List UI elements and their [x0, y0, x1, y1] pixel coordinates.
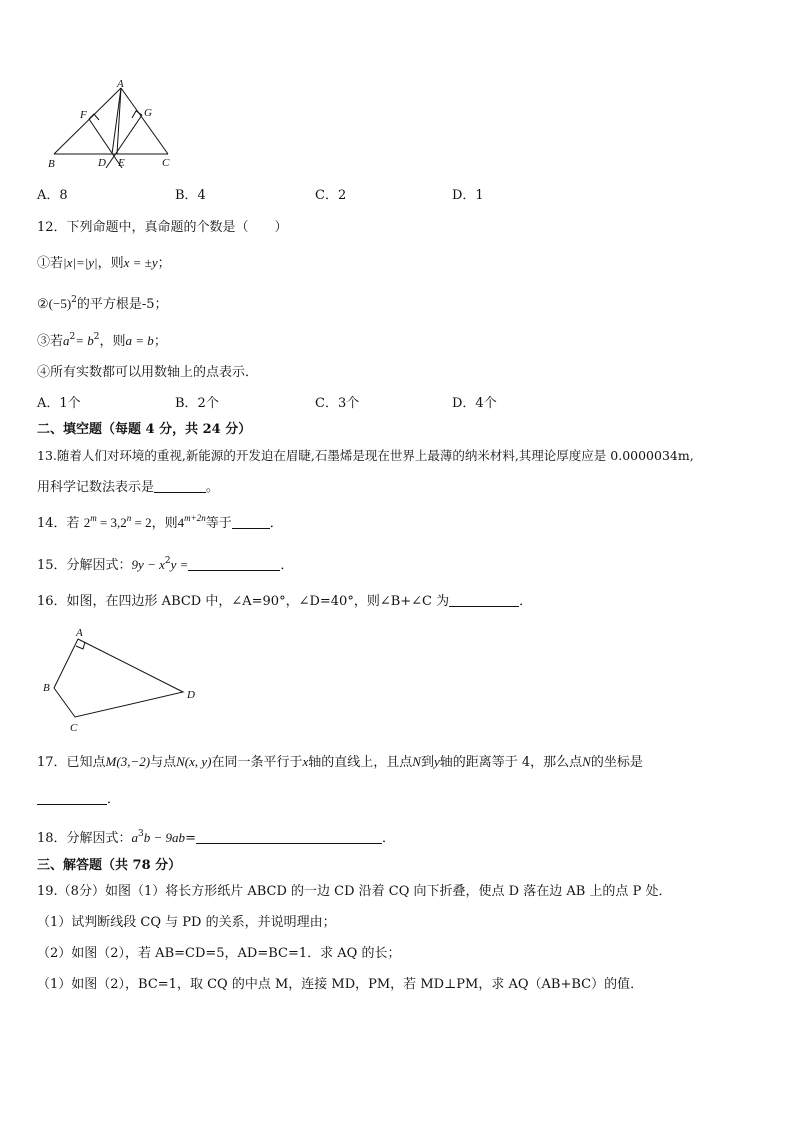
q14-prefix: 14．若	[37, 516, 84, 531]
q14-end: ．	[269, 516, 283, 531]
q15-answer-blank	[188, 557, 280, 571]
quadrilateral-figure	[38, 624, 208, 736]
q15-expr-a: 9y − x	[131, 557, 165, 572]
triangle-figure	[40, 78, 190, 173]
q11-option-a: A．8	[37, 188, 68, 203]
segment-ad	[112, 88, 121, 154]
q18-answer-blank	[196, 830, 382, 844]
fig2-label-d: D	[187, 689, 195, 701]
fig2-label-b: B	[43, 682, 50, 694]
q12-s1-end: ；	[157, 256, 171, 271]
q14-exp-n: n	[126, 513, 132, 523]
q18-end: ．	[381, 831, 395, 846]
q13-line-2	[37, 479, 219, 497]
q12-stem: 12．下列命题中，真命题的个数是（ ）	[37, 220, 288, 235]
q17-line-1	[37, 753, 643, 772]
q18-line	[37, 829, 395, 848]
q18-equals: =	[185, 831, 196, 846]
q17-n-2: N	[582, 754, 591, 769]
q12-s1-prefix: ①若	[37, 256, 64, 271]
edge-ab	[54, 88, 121, 154]
q18-a: a	[131, 830, 139, 845]
q17-coord: 的坐标是	[590, 755, 643, 770]
q19-line-1: 19.（8分）如图（1）将长方形纸片 ABCD 的一边 CD 沿着 CQ 向下折叠，使点 D 落在边 AB 上的点 P 处．	[37, 884, 672, 899]
q14-base-4: 4	[177, 515, 185, 530]
q17-end: ．	[107, 792, 121, 807]
q14-answer-blank	[232, 515, 270, 529]
q14-equals: 等于	[205, 516, 232, 531]
q12-s3-equals-b: = b	[75, 333, 94, 348]
edge-ac	[121, 88, 168, 154]
q18-expr: b − 9ab	[143, 830, 186, 845]
q13-end: 。	[206, 480, 220, 495]
q14-exp-m: m	[90, 513, 97, 523]
q16-answer-blank	[449, 593, 519, 607]
q12-statement-2	[37, 295, 168, 314]
q18-exp: 3	[138, 829, 144, 839]
q18-prefix: 18．分解因式：	[37, 831, 132, 846]
q12-option-b: B．2个	[175, 396, 219, 411]
q17-prefix: 17．已知点	[37, 755, 106, 770]
q15-expr-b: y =	[170, 557, 189, 572]
quadrilateral-abcd	[54, 639, 183, 717]
q17-answer-blank	[37, 791, 107, 805]
label-b: B	[48, 158, 55, 170]
q12-s2-prefix: ②	[37, 297, 49, 312]
q19-line-4: （1）如图（2），BC=1，取 CQ 的中点 M，连接 MD，PM，若 MD⊥PM，求 AQ（AB+BC）的值．	[37, 977, 644, 992]
q12-option-a: A．1个	[37, 396, 81, 411]
q17-distance: 轴的距离等于 4，那么点	[439, 755, 583, 770]
q15-prefix: 15．分解因式：	[37, 558, 132, 573]
q15-end: ．	[280, 558, 294, 573]
label-f: F	[80, 109, 87, 121]
q17-line-text: 轴的直线上，且点	[308, 755, 413, 770]
q13-line-1: 13.随着人们对环境的重视,新能源的开发迫在眉睫,石墨烯是现在世界上最薄的纳米材料,其理论厚度应是 0.0000034m,	[37, 448, 694, 463]
section-2-heading: 二、填空题（每题 4 分，共 24 分）	[37, 422, 252, 437]
q12-statement-4: ④所有实数都可以用数轴上的点表示．	[37, 365, 259, 380]
q14-exp-m2n: m+2n	[184, 513, 206, 523]
q16-text: 16．如图，在四边形 ABCD 中，∠A=90°，∠D=40°，则∠B+∠C 为	[37, 594, 450, 609]
q17-parallel: 在同一条平行于	[211, 755, 303, 770]
q17-and: 与点	[150, 755, 177, 770]
label-a: A	[117, 78, 124, 90]
q19-line-2: （1）试判断线段 CQ 与 PD 的关系，并说明理由；	[37, 915, 336, 930]
q12-statement-1	[37, 254, 171, 273]
q17-point-m: M(3,−2)	[105, 754, 151, 769]
q12-s1-formula-a: |x|=|y|	[63, 255, 98, 270]
q12-s3-exp-a: 2	[69, 332, 76, 342]
q14-eq-2: = 2	[131, 515, 152, 530]
q17-point-n: N(x, y)	[176, 754, 212, 769]
q17-x: x	[302, 754, 309, 769]
fig2-label-a: A	[76, 627, 83, 639]
segment-ae	[117, 88, 121, 154]
q13-prompt: 用科学记数法表示是	[37, 480, 155, 495]
q12-s3-end: ；	[153, 334, 167, 349]
section-3-heading: 三、解答题（共 78 分）	[37, 858, 182, 873]
q11-option-c: C．2	[315, 188, 347, 203]
q16-line	[37, 593, 532, 611]
q12-s1-then: ，则	[97, 256, 124, 271]
q12-s3-then: ，则	[99, 334, 126, 349]
label-g: G	[144, 107, 152, 119]
q17-line-2	[37, 791, 120, 809]
right-angle-a	[76, 642, 85, 649]
q17-n-1: N	[412, 754, 421, 769]
q12-s2-base: (−5)	[48, 296, 72, 311]
q12-option-d: D．4个	[452, 396, 497, 411]
q14-line	[37, 514, 283, 533]
q12-statement-3	[37, 332, 167, 351]
q17-to: 到	[420, 755, 434, 770]
q14-then: ，则	[151, 516, 178, 531]
q12-s3-prefix: ③若	[37, 334, 64, 349]
q15-line	[37, 556, 293, 575]
q11-option-b: B．4	[175, 188, 206, 203]
q15-exp: 2	[164, 556, 171, 566]
q12-s3-a: a	[63, 333, 70, 348]
q17-y: y	[433, 754, 440, 769]
q14-eq-1: = 3,2	[96, 515, 127, 530]
label-c: C	[162, 157, 170, 169]
q14-base-2: 2	[83, 515, 91, 530]
q12-s3-exp-b: 2	[93, 332, 100, 342]
q13-answer-blank	[154, 479, 206, 493]
q11-option-d: D．1	[452, 188, 484, 203]
q19-line-3: （2）如图（2），若 AB=CD=5，AD=BC=1．求 AQ 的长；	[37, 946, 401, 961]
label-e: E	[118, 157, 125, 169]
fig2-label-c: C	[70, 722, 78, 734]
q12-s2-exponent: 2	[71, 295, 77, 305]
label-d: D	[98, 157, 106, 169]
q12-s1-formula-b: x = ±y	[123, 255, 158, 270]
q16-end: ．	[519, 594, 533, 609]
q12-s3-conclusion: a = b	[125, 333, 154, 348]
q12-option-c: C．3个	[315, 396, 360, 411]
q12-s2-text: 的平方根是-5；	[76, 297, 168, 312]
